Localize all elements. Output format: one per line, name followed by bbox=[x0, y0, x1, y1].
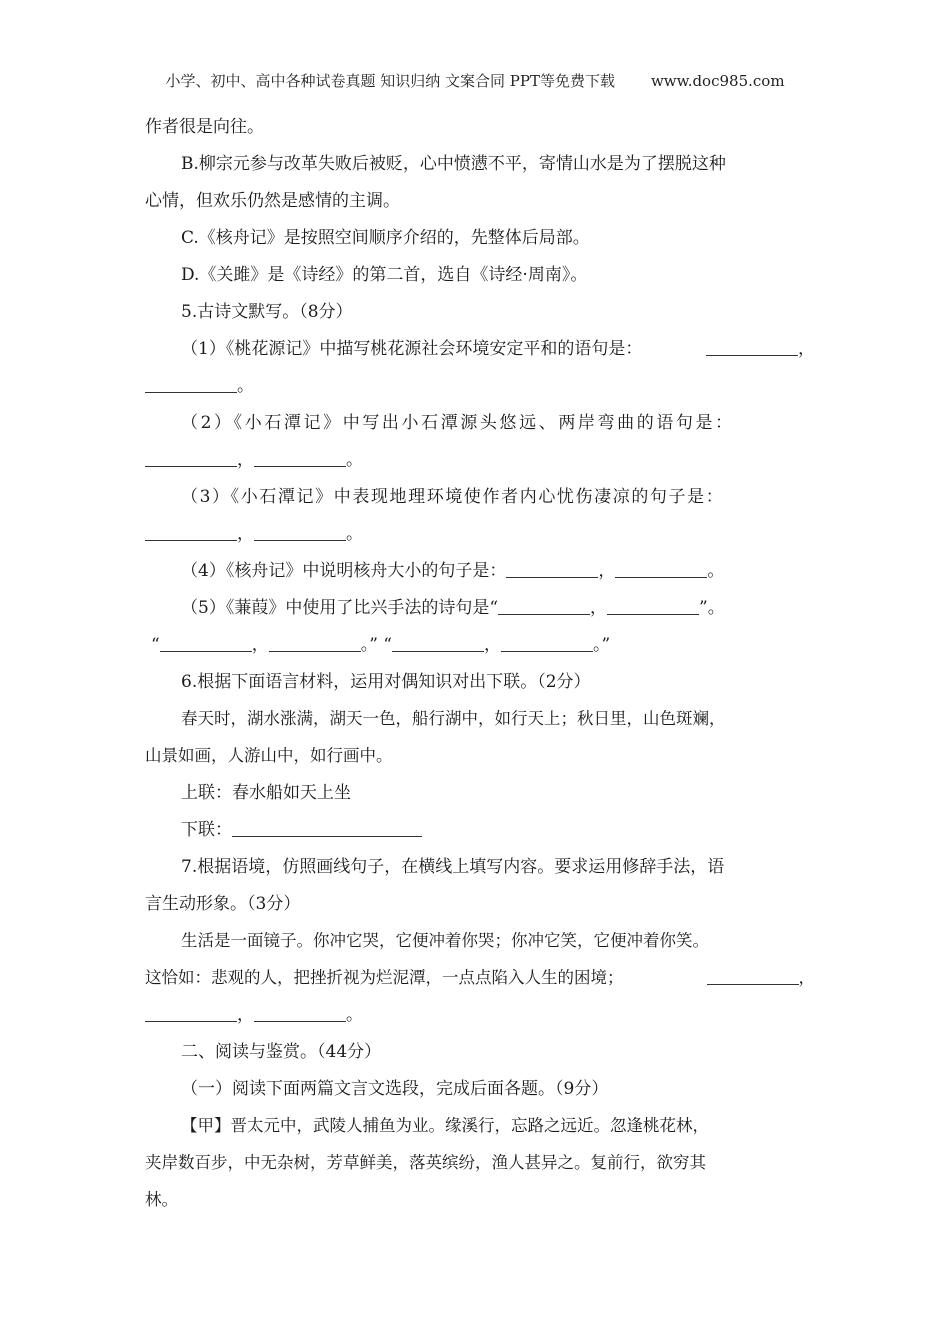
answer-blank[interactable] bbox=[501, 635, 593, 652]
answer-blank[interactable] bbox=[498, 598, 590, 615]
answer-blank[interactable] bbox=[254, 450, 346, 467]
answer-blank[interactable] bbox=[145, 524, 237, 541]
question-5-4 bbox=[181, 559, 724, 583]
answer-blank[interactable] bbox=[615, 561, 707, 578]
punct: 。 bbox=[346, 1005, 363, 1025]
answer-blank[interactable] bbox=[145, 1005, 237, 1022]
question-5-title: 5.古诗文默写。（8分） bbox=[181, 302, 353, 322]
answer-line bbox=[151, 633, 610, 657]
answer-blank[interactable] bbox=[145, 450, 237, 467]
passage-jia: 林。 bbox=[145, 1190, 178, 1209]
answer-line bbox=[145, 448, 363, 472]
answer-blank[interactable] bbox=[254, 524, 346, 541]
header-text: 小学、初中、高中各种试卷真题 知识归纳 文案合同 PPT等免费下载 bbox=[165, 72, 615, 90]
punct: “ bbox=[377, 635, 393, 655]
punct: 。 bbox=[346, 524, 363, 544]
answer-blank[interactable] bbox=[232, 820, 422, 837]
text-line: 心情，但欢乐仍然是感情的主调。 bbox=[145, 191, 400, 211]
punct: ， bbox=[598, 561, 616, 581]
prompt-text: 下联： bbox=[181, 820, 232, 840]
question-7-title: 7.根据语境，仿照画线句子，在横线上填写内容。要求运用修辞手法，语 bbox=[181, 857, 725, 877]
punct: ， bbox=[237, 1005, 254, 1025]
answer-blank[interactable] bbox=[269, 635, 361, 652]
punct: 。” bbox=[360, 635, 378, 655]
option-d: D.《关雎》是《诗经》的第二首，选自《诗经·周南》。 bbox=[181, 265, 588, 285]
context-text bbox=[145, 966, 815, 990]
question-6-title: 6.根据下面语言材料，运用对偶知识对出下联。（2分） bbox=[181, 672, 591, 692]
punct: 。 bbox=[237, 376, 254, 396]
answer-blank[interactable] bbox=[706, 339, 798, 356]
punct: ， bbox=[237, 450, 254, 470]
option-b: B.柳宗元参与改革失败后被贬，心中愤懑不平，寄情山水是为了摆脱这种 bbox=[181, 154, 726, 174]
question-5-1 bbox=[181, 337, 815, 361]
answer-blank[interactable] bbox=[145, 376, 237, 393]
question-5-2: （2）《小石潭记》中写出小石潭源头悠远、两岸弯曲的语句是： bbox=[181, 413, 735, 433]
punct: “ bbox=[151, 635, 160, 655]
material-text: 春天时，湖水涨满，湖天一色，船行湖中，如行天上；秋日里，山色斑斓， bbox=[181, 709, 726, 728]
answer-line bbox=[145, 1003, 363, 1027]
punct: 。” bbox=[593, 635, 611, 655]
punct: 。 bbox=[707, 561, 725, 581]
lower-couplet bbox=[181, 818, 422, 842]
prompt-text: （4）《核舟记》中说明核舟大小的句子是： bbox=[181, 561, 507, 581]
header-site-link[interactable]: www.doc985.com bbox=[650, 72, 785, 90]
passage-jia: 【甲】晋太元中，武陵人捕鱼为业。缘溪行，忘路之远近。忽逢桃花林， bbox=[181, 1116, 709, 1135]
option-c: C.《核舟记》是按照空间顺序介绍的，先整体后局部。 bbox=[181, 228, 590, 248]
answer-blank[interactable] bbox=[707, 968, 799, 985]
answer-blank[interactable] bbox=[254, 1005, 346, 1022]
question-5-3: （3）《小石潭记》中表现地理环境使作者内心忧伤凄凉的句子是： bbox=[181, 487, 725, 507]
subsection-1-title: （一）阅读下面两篇文言文选段，完成后面各题。（9分） bbox=[181, 1079, 609, 1099]
punct: ”。 bbox=[699, 598, 725, 618]
answer-blank[interactable] bbox=[506, 561, 598, 578]
answer-blank[interactable] bbox=[160, 635, 252, 652]
material-text: 山景如画，人游山中，如行画中。 bbox=[145, 746, 393, 765]
prompt-text: 这恰如：悲观的人，把挫折视为烂泥潭，一点点陷入人生的困境； bbox=[145, 968, 624, 987]
answer-blank[interactable] bbox=[607, 598, 699, 615]
context-text: 生活是一面镜子。你冲它哭，它便冲着你哭；你冲它笑，它便冲着你笑。 bbox=[181, 931, 709, 950]
answer-blank[interactable] bbox=[392, 635, 484, 652]
punct: ， bbox=[251, 635, 269, 655]
text-line: 作者很是向往。 bbox=[145, 117, 264, 137]
punct: ， bbox=[484, 635, 502, 655]
passage-jia: 夹岸数百步，中无杂树，芳草鲜美，落英缤纷，渔人甚异之。复前行，欲穷其 bbox=[145, 1153, 706, 1172]
question-5-5 bbox=[181, 596, 725, 620]
punct: ， bbox=[798, 968, 815, 987]
punct: ， bbox=[798, 339, 815, 359]
punct: ， bbox=[237, 524, 254, 544]
page-header bbox=[0, 70, 950, 91]
upper-couplet: 上联：春水船如天上坐 bbox=[181, 783, 351, 803]
prompt-text: （1）《桃花源记》中描写桃花源社会环境安定平和的语句是： bbox=[181, 339, 643, 359]
section-2-title: 二、阅读与鉴赏。（44分） bbox=[181, 1042, 382, 1062]
prompt-text: （5）《蒹葭》中使用了比兴手法的诗句是“ bbox=[181, 598, 499, 618]
answer-line bbox=[145, 522, 363, 546]
punct: 。 bbox=[346, 450, 363, 470]
text-line: 言生动形象。（3分） bbox=[145, 894, 301, 914]
answer-line bbox=[145, 374, 254, 398]
punct: ， bbox=[590, 598, 608, 618]
